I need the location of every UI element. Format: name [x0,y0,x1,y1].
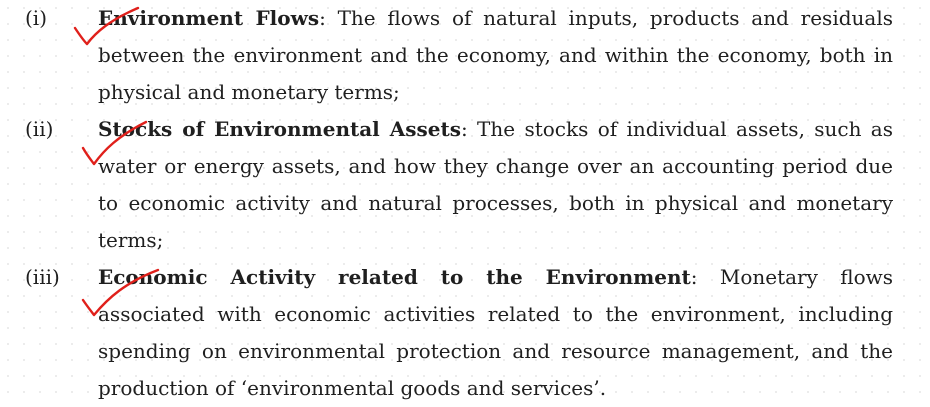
item-numeral: (iii) [25,265,60,289]
item-description: : The flows of natural inputs, products and residuals between the environment and the economy, and within the economy, both in physical and monetary terms; [98,6,893,104]
item-body [98,259,893,407]
item-body [98,111,893,259]
item-term: Economic Activity related to the Environment [98,265,691,289]
item-term: Stocks of Environmental Assets [98,117,461,141]
item-body [98,0,893,111]
item-description: : The stocks of individual assets, such as water or energy assets, and how they change over an accounting period due to economic activity and natural processes, both in physical and monetary terms; [98,117,893,252]
item-term: Environment Flows [98,6,320,30]
item-numeral: (i) [25,6,48,30]
item-numeral: (ii) [25,117,54,141]
item-description: : Monetary flows associated with economic activities related to the environment, including spending on environmental protection and resource management, and the production of ‘environmental goods and services’. [98,265,893,400]
